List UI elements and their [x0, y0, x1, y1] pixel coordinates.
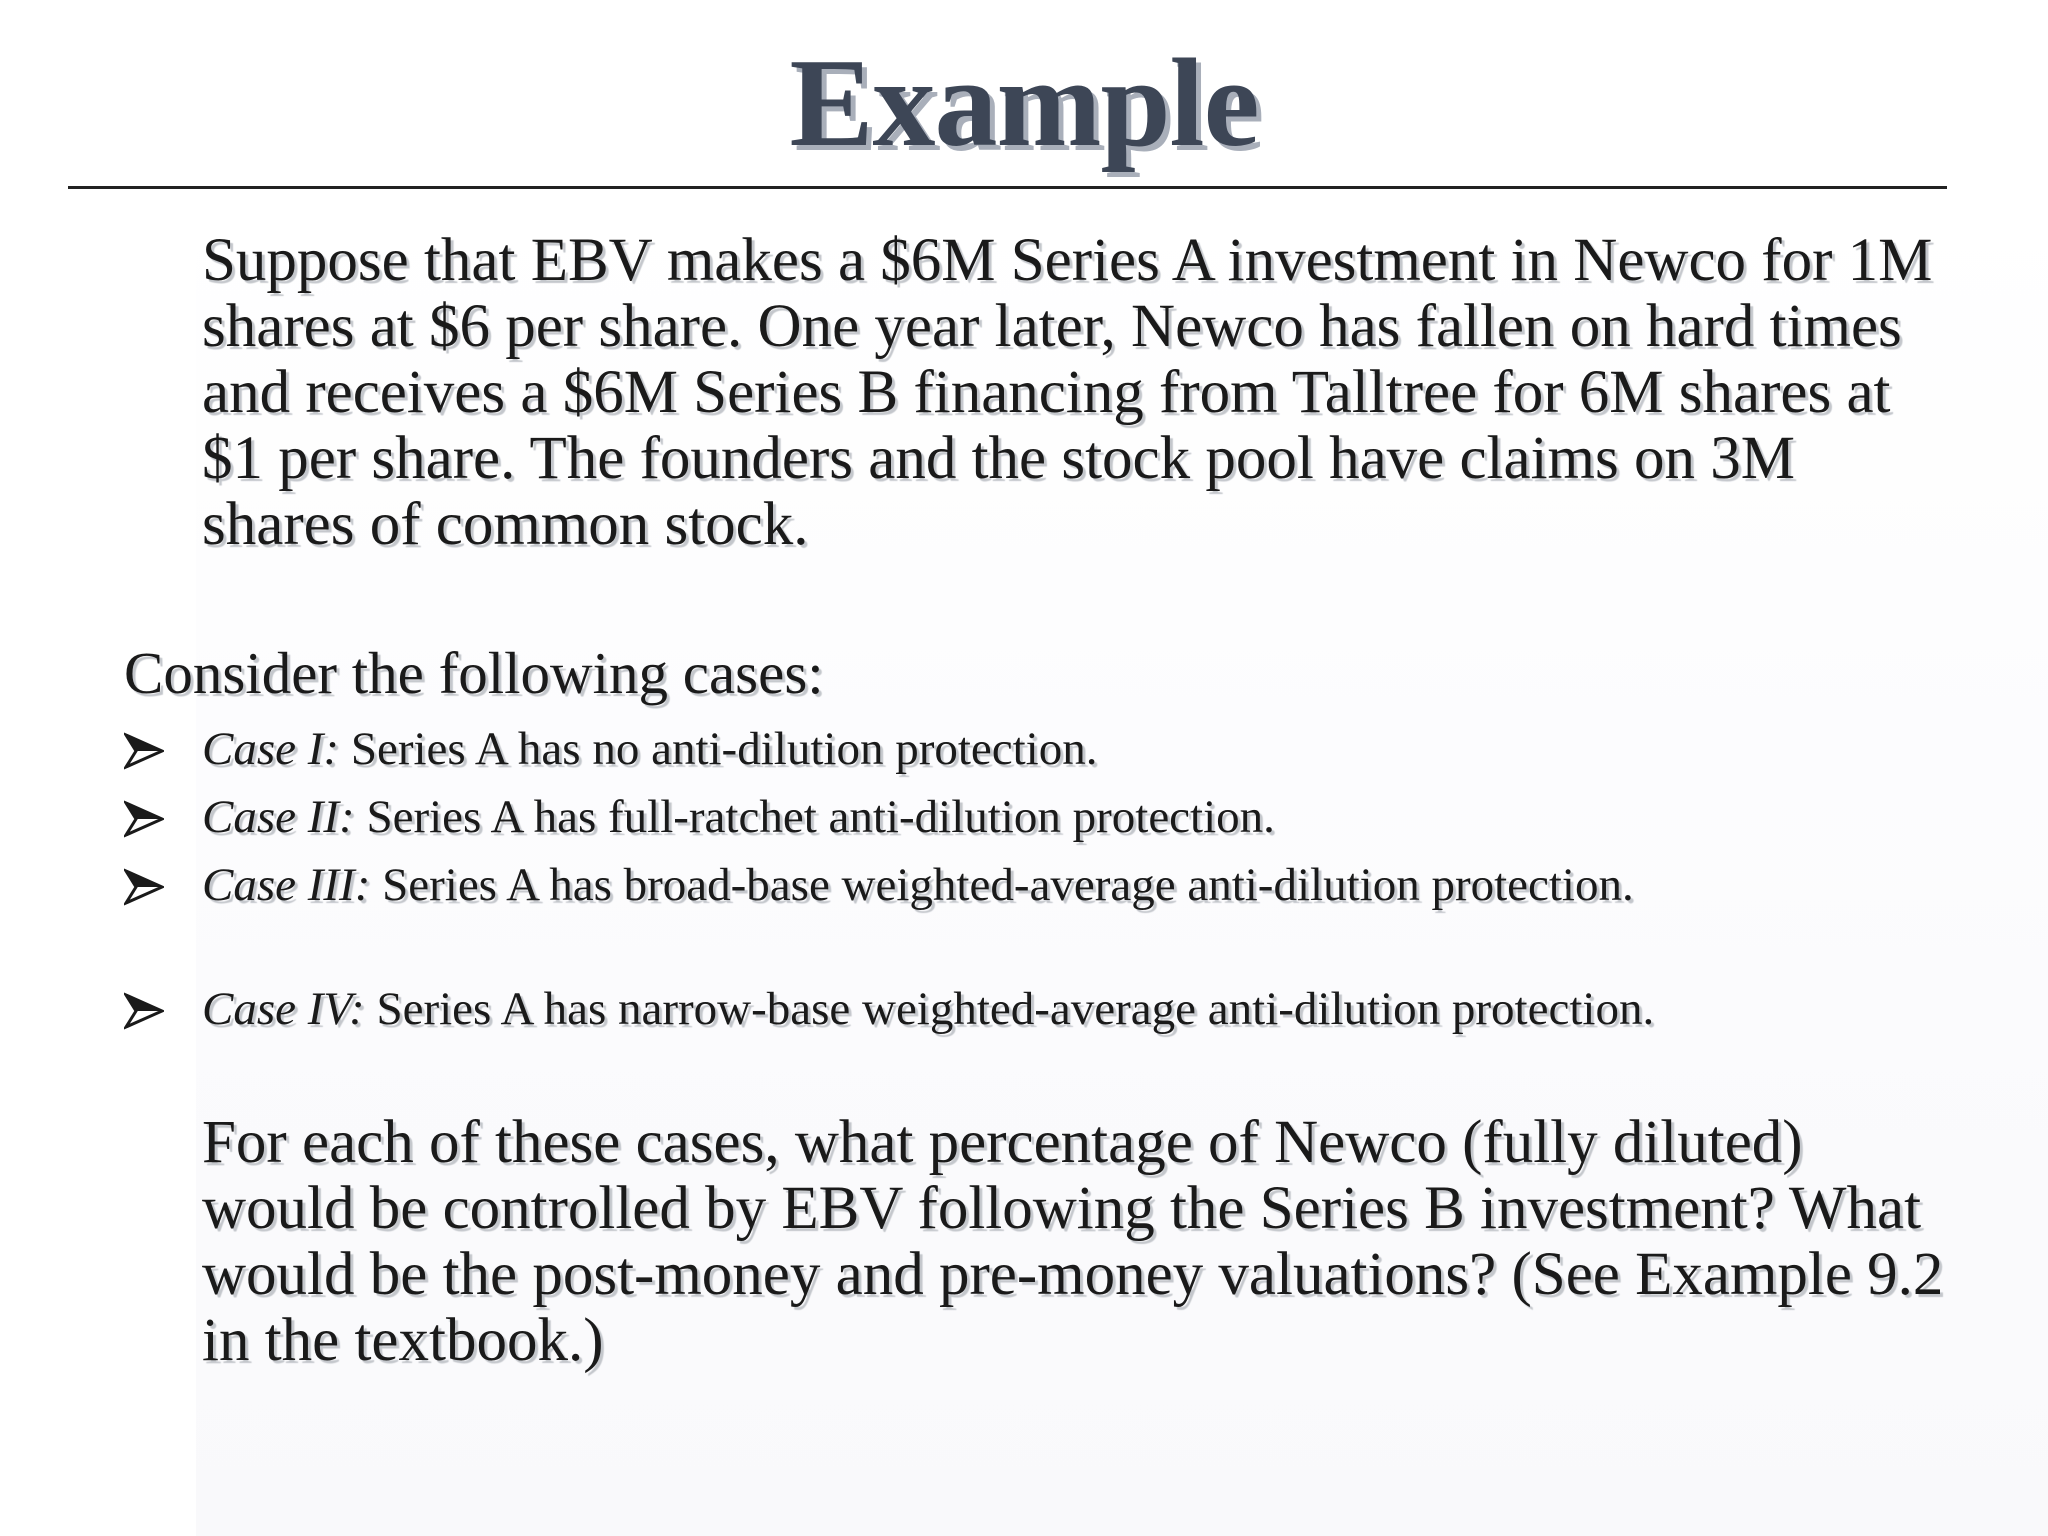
case-label: Case IV:	[202, 983, 365, 1035]
intro-paragraph: Suppose that EBV makes a $6M Series A investment in Newco for 1M shares at $6 per share. One year later, Newco has fallen on hard times and receives a $6M Series B financing from Talltree for 6M shares at $1 per share. The founders and the stock pool have claims on 3M shares of common stock.	[202, 227, 1933, 558]
case-label: Case I:	[202, 723, 340, 775]
case-text: Series A has full-ratchet anti-dilution protection.	[354, 791, 1275, 843]
question-paragraph: For each of these cases, what percentage of Newco (fully diluted) would be controlled by EBV following the Series B investment? What would be the post-money and pre-money valuations? (See Example 9.2 in the textbook.)	[202, 1109, 1944, 1374]
case-label: Case III:	[202, 859, 371, 911]
case-text: Series A has narrow-base weighted-average anti-dilution protection.	[364, 983, 1655, 1035]
case-text: Series A has broad-base weighted-average anti-dilution protection.	[370, 859, 1634, 911]
consider-heading: Consider the following cases:	[124, 640, 824, 706]
arrow-bullet-icon	[124, 799, 164, 839]
arrow-bullet-icon	[124, 867, 164, 907]
case-label: Case II:	[202, 791, 355, 843]
slide-title: Example	[789, 34, 1259, 173]
case-text: Series A has no anti-dilution protection.	[339, 723, 1098, 775]
arrow-bullet-icon	[124, 731, 164, 771]
arrow-bullet-icon	[124, 991, 164, 1031]
title-divider	[68, 186, 1947, 189]
